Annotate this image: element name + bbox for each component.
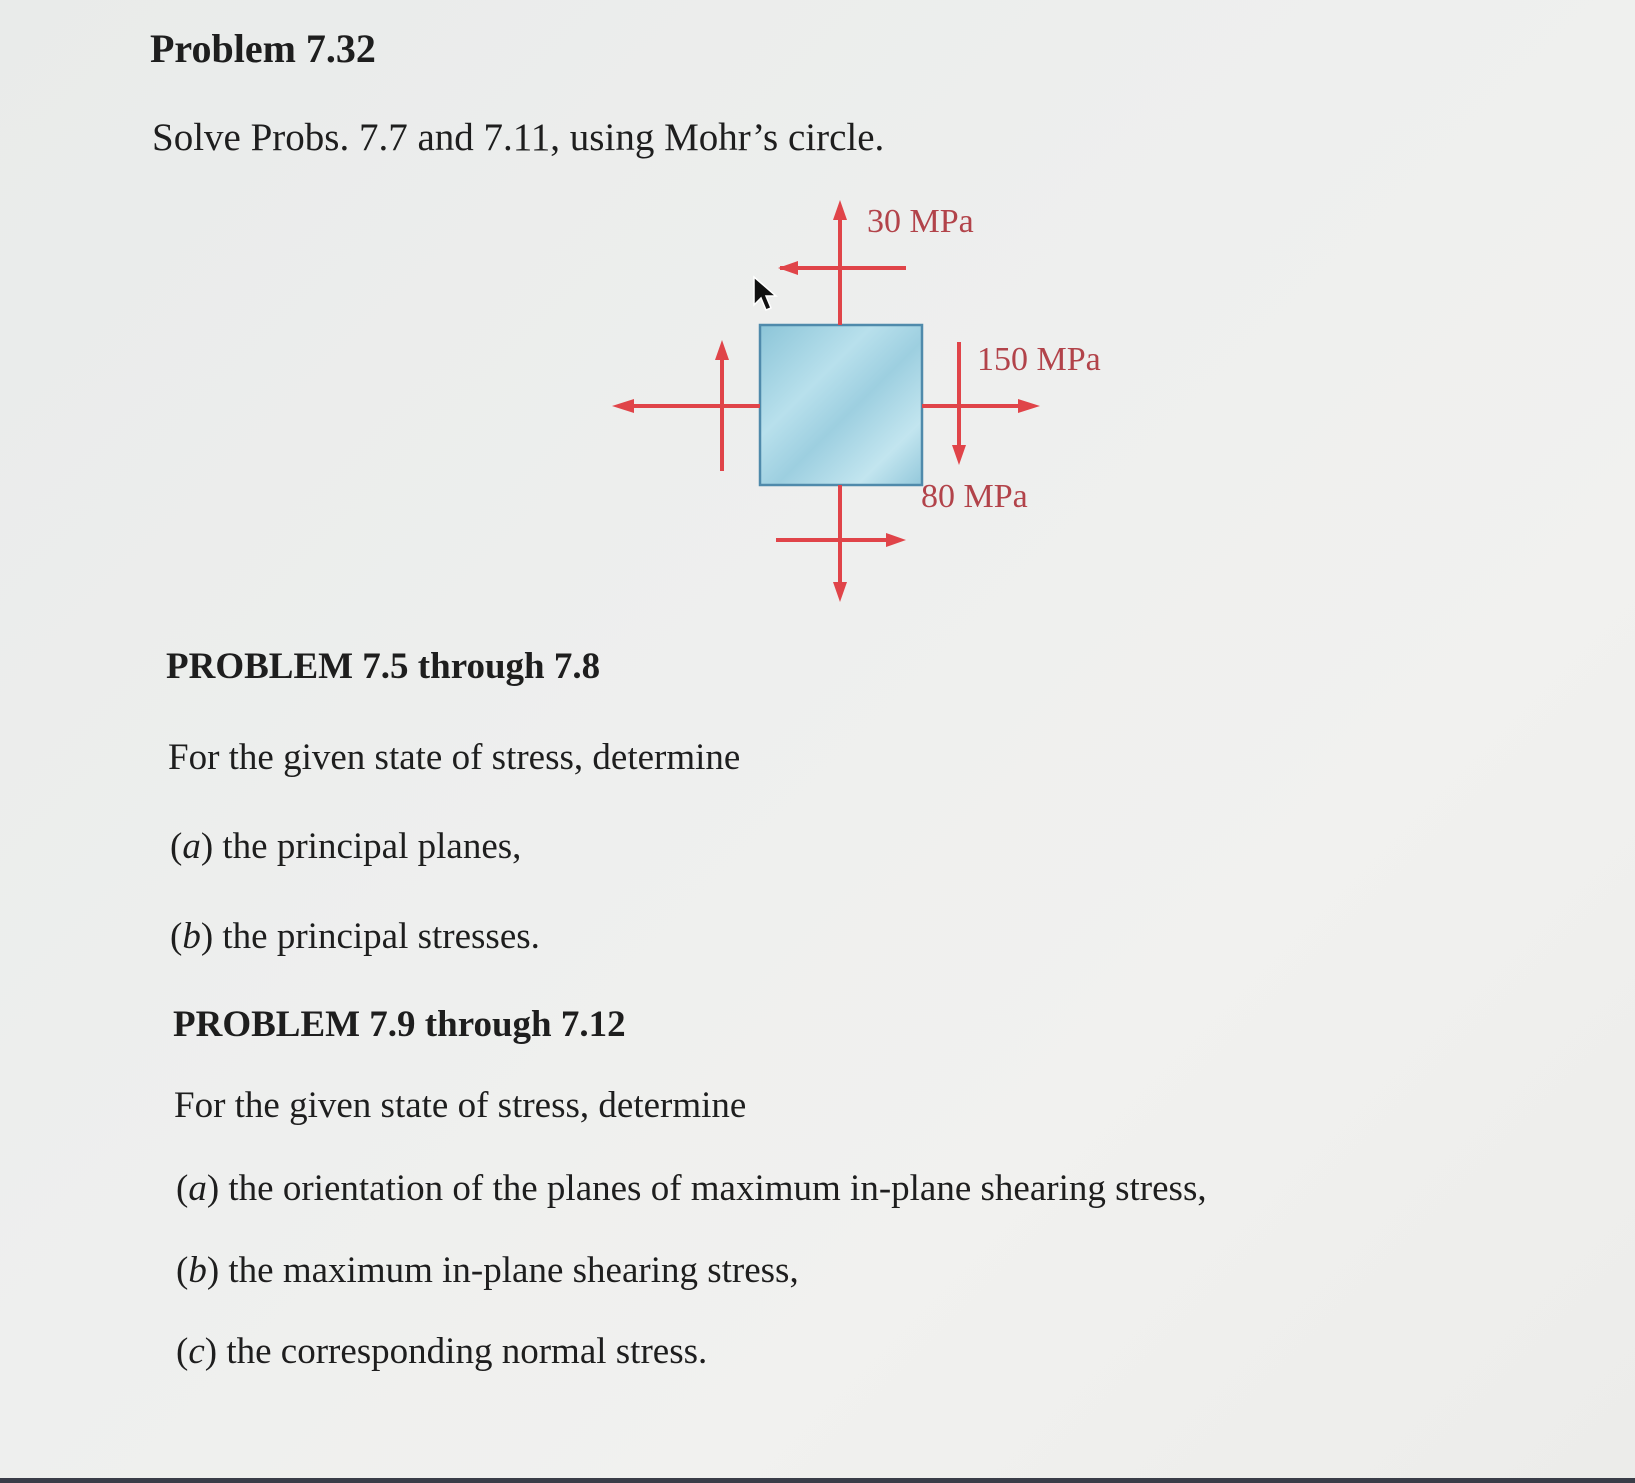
item-letter: b: [188, 1250, 207, 1291]
item-letter: a: [188, 1168, 207, 1209]
mouse-pointer-icon: [752, 275, 778, 315]
left-face-arrows: [612, 340, 760, 471]
item-text: the corresponding normal stress.: [226, 1331, 708, 1372]
stress-element-square: [760, 325, 922, 485]
item-text: the principal stresses.: [222, 916, 540, 957]
problem-intro: Solve Probs. 7.7 and 7.11, using Mohr’s circle.: [152, 116, 885, 159]
item-letter: c: [188, 1331, 205, 1372]
item-text: the orientation of the planes of maximum in-plane shearing stress,: [228, 1168, 1207, 1209]
section-b-item-c: (c) the corresponding normal stress.: [176, 1331, 708, 1372]
bottom-face-arrows: [776, 485, 906, 602]
stress-element-svg: [600, 190, 1120, 620]
section-b-prompt: For the given state of stress, determine: [174, 1085, 747, 1126]
problem-title: Problem 7.32: [150, 26, 376, 71]
section-a-item-a: (a) the principal planes,: [170, 826, 522, 867]
item-text: the maximum in-plane shearing stress,: [228, 1250, 799, 1291]
section-a-heading: PROBLEM 7.5 through 7.8: [166, 646, 601, 687]
stress-element-diagram: [600, 190, 1120, 620]
section-b-heading: PROBLEM 7.9 through 7.12: [173, 1004, 626, 1045]
item-text: the principal planes,: [222, 826, 522, 867]
section-b-item-b: (b) the maximum in-plane shearing stress,: [176, 1250, 799, 1291]
item-letter: b: [182, 916, 201, 957]
right-stress-label: 150 MPa: [977, 341, 1101, 378]
monitor-bezel-edge: [0, 1478, 1635, 1483]
bottom-stress-label: 80 MPa: [921, 478, 1028, 515]
section-a-prompt: For the given state of stress, determine: [168, 737, 741, 778]
item-letter: a: [182, 826, 201, 867]
top-stress-label: 30 MPa: [867, 203, 974, 240]
section-a-item-b: (b) the principal stresses.: [170, 916, 540, 957]
section-b-item-a: (a) the orientation of the planes of maximum in-plane shearing stress,: [176, 1168, 1207, 1209]
